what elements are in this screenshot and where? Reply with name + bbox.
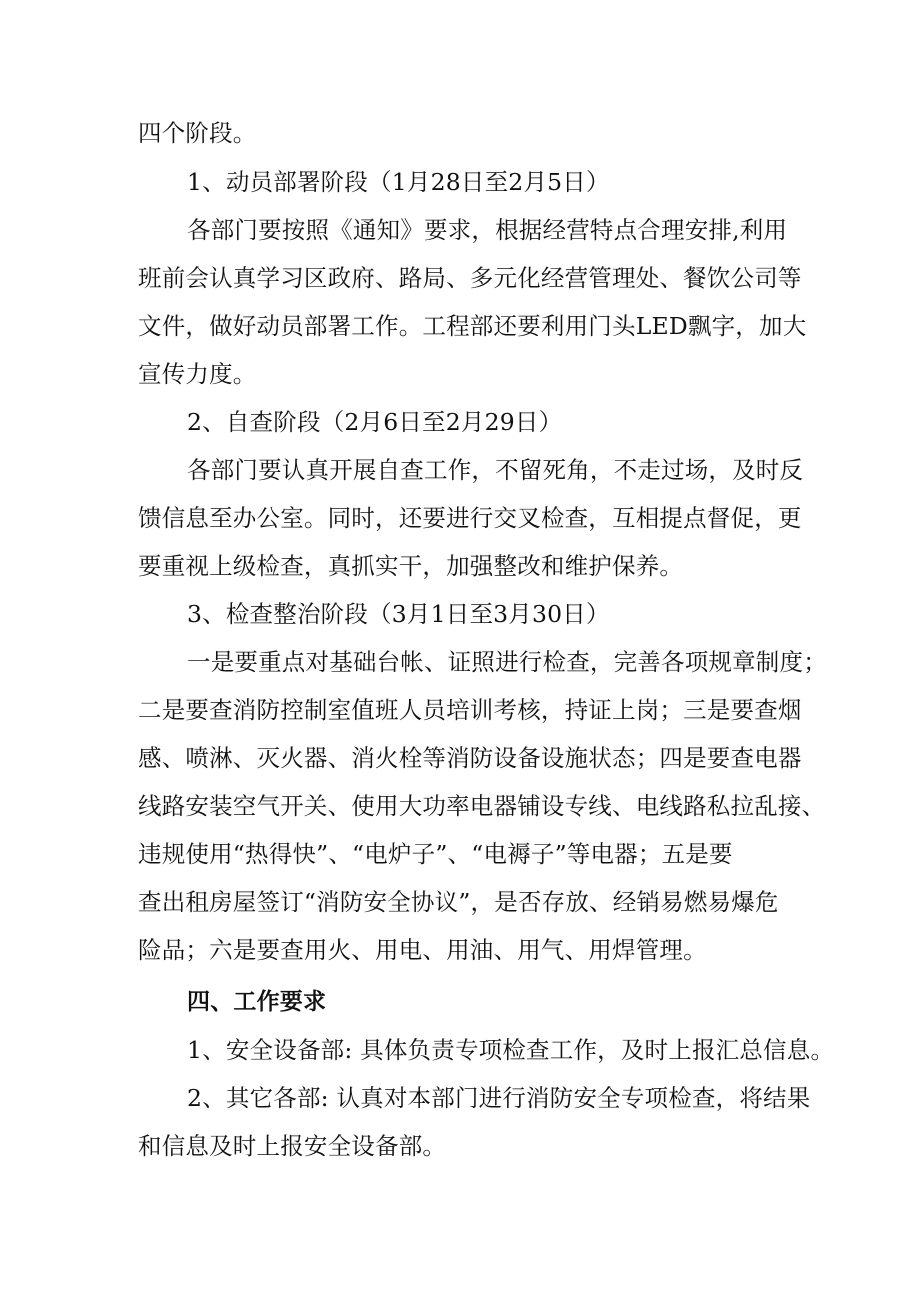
paragraph-line: 线路安装空气开关、使用大功率电器铺设专线、电线路私拉乱接、 bbox=[138, 792, 826, 820]
paragraph-line: 文件，做好动员部署工作。工程部还要利用门头LED飘字，加大 bbox=[138, 312, 807, 340]
stage-heading-1: 1、动员部署阶段（1月28日至2月5日） bbox=[187, 168, 610, 196]
paragraph-line: 和信息及时上报安全设备部。 bbox=[138, 1132, 447, 1160]
paragraph-line: 各部门要按照《通知》要求，根据经营特点合理安排,利用 bbox=[187, 216, 788, 244]
paragraph-line: 要重视上级检查，真抓实干，加强整改和维护保养。 bbox=[138, 552, 684, 580]
paragraph-line: 班前会认真学习区政府、路局、多元化经营管理处、餐饮公司等 bbox=[138, 264, 802, 292]
section-heading-work-requirements: 四、工作要求 bbox=[187, 989, 327, 1015]
paragraph-line: 1、安全设备部: 具体负责专项检查工作，及时上报汇总信息。 bbox=[187, 1036, 835, 1064]
paragraph-line: 查出租房屋签订“消防安全协议”，是否存放、经销易燃易爆危 bbox=[138, 888, 779, 916]
stage-heading-3: 3、检查整治阶段（3月1日至3月30日） bbox=[187, 600, 610, 628]
paragraph-line: 二是要查消防控制室值班人员培训考核，持证上岗；三是要查烟 bbox=[138, 696, 802, 724]
paragraph-line: 各部门要认真开展自查工作，不留死角，不走过场，及时反 bbox=[187, 456, 804, 484]
paragraph-line: 2、其它各部: 认真对本部门进行消防安全专项检查，将结果 bbox=[187, 1084, 811, 1112]
paragraph-line: 违规使用“热得快”、“电炉子”、“电褥子”等电器；五是要 bbox=[138, 840, 733, 868]
paragraph-line: 感、喷淋、灭火器、消火栓等消防设备设施状态；四是要查电器 bbox=[138, 744, 802, 772]
paragraph-line: 一是要重点对基础台帐、证照进行检查，完善各项规章制度； bbox=[187, 648, 827, 676]
paragraph-line: 险品；六是要查用火、用电、用油、用气、用焊管理。 bbox=[138, 936, 707, 964]
paragraph-line: 宣传力度。 bbox=[138, 360, 257, 388]
paragraph-line: 四个阶段。 bbox=[138, 119, 257, 147]
paragraph-line: 馈信息至办公室。同时，还要进行交叉检查，互相提点督促，更 bbox=[138, 504, 802, 532]
stage-heading-2: 2、自查阶段（2月6日至2月29日） bbox=[187, 408, 563, 436]
